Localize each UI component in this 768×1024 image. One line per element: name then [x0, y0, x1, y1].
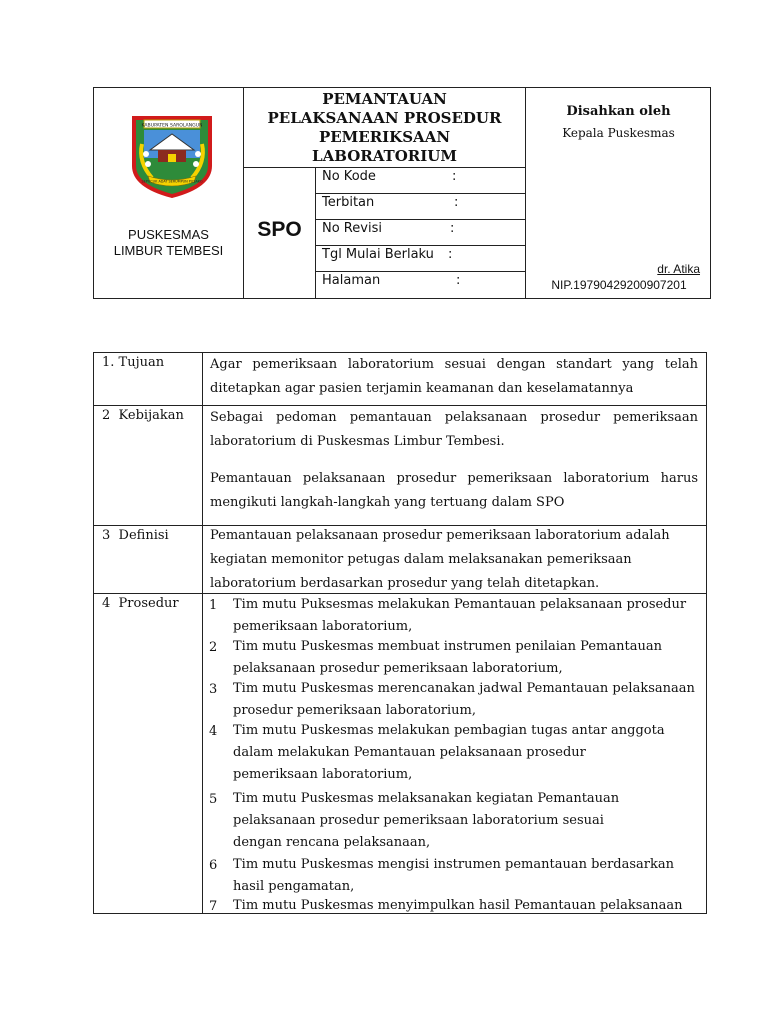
section-label: 2 Kebijakan — [102, 408, 184, 423]
spo-header-table — [93, 87, 711, 299]
section-content-cell — [203, 353, 706, 405]
section-label-cell — [94, 526, 203, 593]
section-label-cell — [94, 353, 203, 405]
section-content-cell — [203, 406, 706, 525]
approval-title: Disahkan oleh — [566, 104, 671, 119]
approval-role: Kepala Puskesmas — [562, 126, 675, 140]
document-title: PEMANTAUAN PELAKSANAAN PROSEDUR PEMERIKSAAN LABORATORIUM — [267, 90, 502, 165]
approval-cell — [525, 88, 711, 298]
approver-nip: NIP.19790429200907201 — [551, 278, 687, 292]
section-paragraph: Pemantauan pelaksanaan prosedur pemeriksaan laboratorium harus mengikuti langkah-langkah yang tertuang dalam SPO — [210, 471, 698, 510]
meta-row-tgl-mulai-berlaku: Tgl Mulai Berlaku : — [316, 246, 525, 272]
meta-row-no-revisi: No Revisi : — [316, 220, 525, 246]
meta-row-terbitan: Terbitan : — [316, 194, 525, 220]
svg-text:SEPUCUK ADAT SERUMPUN PUSAKO: SEPUCUK ADAT SERUMPUN PUSAKO — [141, 179, 203, 184]
section-paragraph: Agar pemeriksaan laboratorium sesuai dengan standart yang telah ditetapkan agar pasien terjamin keamanan dan keselamatannya — [210, 357, 698, 396]
doc-type-cell — [244, 168, 316, 298]
section-label-cell — [94, 406, 203, 525]
svg-text:KABUPATEN SAROLANGUN: KABUPATEN SAROLANGUN — [141, 123, 203, 129]
meta-row-no-kode: No Kode : — [316, 168, 525, 194]
section-label: 3 Definisi — [102, 528, 169, 543]
procedure-steps: 1 Tim mutu Puksesmas melakukan Pemantauan pelaksanaan prosedur pemeriksaan laboratorium, 2 Tim mutu Puskesmas membuat instrumen penilaian Pemantauan pelaksanaan prosedur pemeriksaan laboratorium, 3 Tim mutu Puskesmas merencanakan jadwal Pemantauan pelaksanaan prosedur pemeriksaan laboratorium, 4 Tim mutu Puskesmas melakukan pembagian tugas antar anggota dalam melakukan Pemantauan pelaksanaan prosedur pemeriksaan laboratorium, 5 Tim mutu Puskesmas melaksanakan kegiatan Pemantauan pelaksanaan prosedur pemeriksaan laboratorium sesuai dengan rencana pelaksanaan, 6 Tim mutu Puskesmas mengisi instrumen pemantauan berdasarkan hasil pengamatan, 7 Tim mutu Puskesmas menyimpulkan hasil Pemantauan pelaksanaan — [209, 597, 695, 913]
section-content-cell — [203, 526, 706, 593]
section-label: 4 Prosedur — [102, 596, 179, 611]
approver-name: dr. Atika — [657, 262, 700, 276]
logo-cell — [94, 88, 244, 298]
document-title-cell — [244, 88, 525, 168]
meta-row-halaman: Halaman : — [322, 273, 461, 288]
organization-name: PUSKESMAS LIMBUR TEMBESI — [113, 227, 224, 258]
section-paragraph: Sebagai pedoman pemantauan pelaksanaan prosedur pemeriksaan laboratorium di Puskesmas Limbur Tembesi. — [210, 410, 698, 449]
section-label: 1. Tujuan — [102, 355, 165, 370]
section-label-cell — [94, 594, 203, 913]
doc-type-label: SPO — [257, 218, 302, 241]
section-paragraph: Pemantauan pelaksanaan prosedur pemeriksaan laboratorium adalah kegiatan memonitor petugas dalam melaksanakan pemeriksaan laboratorium berdasarkan prosedur yang telah ditetapkan. — [210, 528, 670, 591]
spo-content-table — [93, 352, 707, 914]
regency-emblem — [130, 114, 214, 198]
